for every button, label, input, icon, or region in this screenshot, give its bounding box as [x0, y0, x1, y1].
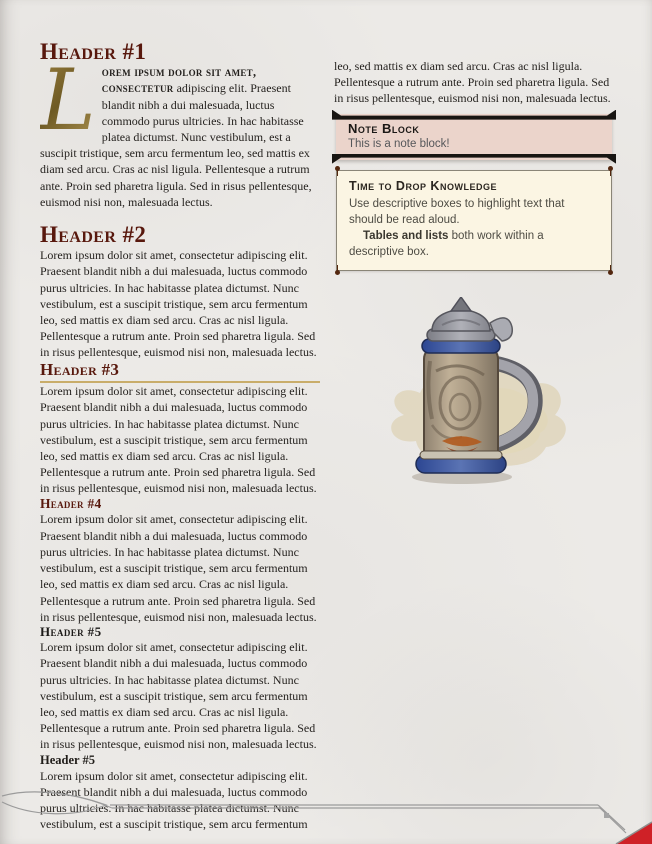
descriptive-box-line2-rest: both work within a descriptive box.	[349, 229, 544, 258]
header-5: Header #5	[40, 623, 102, 639]
note-block	[336, 114, 612, 160]
paragraph-5: Lorem ipsum dolor sit amet, consectetur adipiscing elit. Praesent blandit nibh a dui malesuada, luctus commodo purus ultricies. In hac habitasse platea dictumst. Nunc vestibulum, est a suscipit tristique, sem arcu fermentum leo, sed mattis ex diam sed arcu. Cras ac nisl ligula. Pellentesque a rutrum ante. Proin sed pharetra ligula. Sed in risus pellentesque, euismod nisi non, malesuada lectus.	[40, 640, 317, 752]
paragraph-6-truncated: Lorem ipsum dolor sit amet, consectetur adipiscing elit. Praesent blandit nibh a dui malesuada, luctus commodo purus ultricies. In hac habitasse platea dictumst. Nunc vestibulum, est a suscipit tristique, sem arcu fermentum	[40, 768, 308, 832]
footer-rule-diagonal-bottom	[600, 808, 626, 833]
footer-flourish	[0, 784, 652, 844]
footer-square-dot	[604, 813, 609, 818]
corner-pin-icon	[335, 270, 340, 275]
descriptive-box	[336, 170, 612, 271]
lead-small-caps: orem ipsum dolor sit amet, consectetur	[101, 65, 257, 96]
paragraph-4: Lorem ipsum dolor sit amet, consectetur adipiscing elit. Praesent blandit nibh a dui malesuada, luctus commodo purus ultricies. In hac habitasse platea dictumst. Nunc vestibulum, est a suscipit tristique, sem arcu fermentum leo, sed mattis ex diam sed arcu. Cras ac nisl ligula. Pellentesque a rutrum ante. Proin sed pharetra ligula. Sed in risus pellentesque, euismod nisi non, malesuada lectus.	[40, 512, 317, 624]
descriptive-box-line1: Use descriptive boxes to highlight text that should be read aloud.	[349, 197, 565, 226]
header-1: Header #1	[40, 39, 147, 64]
paragraph-3: Lorem ipsum dolor sit amet, consectetur adipiscing elit. Praesent blandit nibh a dui malesuada, luctus commodo purus ultricies. In hac habitasse platea dictumst. Nunc vestibulum, est a suscipit tristique, sem arcu fermentum leo, sed mattis ex diam sed arcu. Cras ac nisl ligula. Pellentesque a rutrum ante. Proin sed pharetra ligula. Sed in risus pellentesque, euismod nisi non, malesuada lectus.	[40, 384, 317, 496]
stein-finial	[451, 297, 471, 311]
footer-leaf-icon	[2, 792, 106, 814]
header-5-bold: Header #5	[40, 752, 95, 767]
descriptive-box-line2-bold: Tables and lists	[363, 229, 449, 242]
corner-pin-icon	[608, 270, 613, 275]
corner-pin-icon	[608, 166, 613, 171]
header-2: Header #2	[40, 221, 147, 247]
descriptive-box-line2	[349, 228, 599, 260]
corner-pin-icon	[335, 166, 340, 171]
stein-illustration	[358, 297, 590, 497]
note-block-body: This is a note block!	[348, 137, 450, 150]
continuation-paragraph: leo, sed mattis ex diam sed arcu. Cras ac nisl ligula. Pellentesque a rutrum ante. Proin sed pharetra ligula. Sed in risus pellentesque, euismod nisi non, malesuada lectus.	[334, 59, 611, 106]
right-column	[334, 40, 614, 832]
stein-base-trim	[420, 451, 502, 459]
paragraph-1-text: adipiscing elit. Praesent blandit nibh a dui malesuada, luctus commodo purus ultricies. In hac habitasse platea dictumst. Nunc vestibulum, est a suscipit tristique, sem arcu fermentum leo, sed mattis ex diam sed arcu. Cras ac nisl ligula. Pellentesque a rutrum ante. Proin sed pharetra ligula. Sed in risus pellentesque, euismod nisi non, malesuada lectus.	[40, 81, 312, 209]
left-column	[40, 40, 320, 832]
header-3: Header #3	[40, 361, 320, 384]
beer-stein-image	[358, 297, 590, 497]
note-block-title: Note Block	[348, 120, 420, 136]
drop-cap: L	[40, 64, 102, 134]
descriptive-box-title: Time to Drop Knowledge	[349, 178, 497, 193]
footer-rule-diagonal-top	[598, 805, 625, 830]
paragraph-2: Lorem ipsum dolor sit amet, consectetur adipiscing elit. Praesent blandit nibh a dui malesuada, luctus commodo purus ultricies. In hac habitasse platea dictumst. Nunc vestibulum, est a suscipit tristique, sem arcu fermentum leo, sed mattis ex diam sed arcu. Cras ac nisl ligula. Pellentesque a rutrum ante. Proin sed pharetra ligula. Sed in risus pellentesque, euismod nisi non, malesuada lectus.	[40, 248, 317, 360]
header-4: Header #4	[40, 495, 102, 511]
